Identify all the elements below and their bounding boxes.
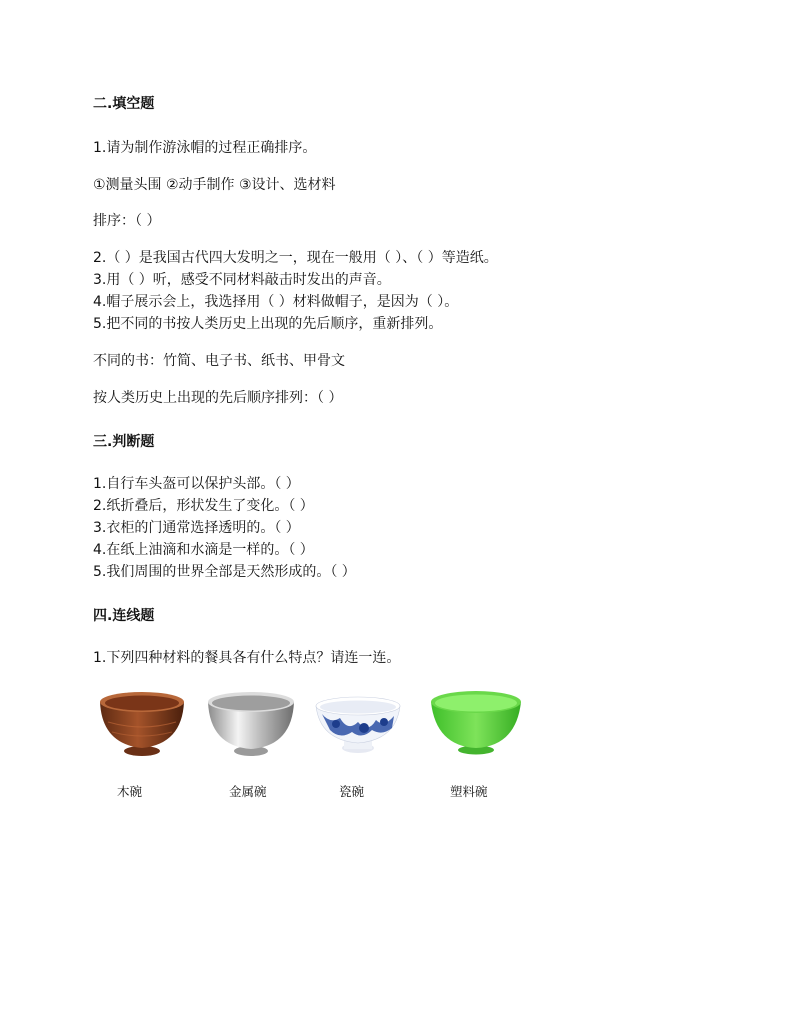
question-3: 3.用（ ）听，感受不同材料敲击时发出的声音。 <box>93 272 391 288</box>
question-4: 4.帽子展示会上，我选择用（ ）材料做帽子，是因为（ ）。 <box>93 294 459 310</box>
bowl-label-metal: 金属碗 <box>229 784 267 799</box>
section-heading-fill-blank: 二.填空题 <box>93 96 155 112</box>
bowl-label-wood: 木碗 <box>117 784 143 799</box>
question-1: 1.请为制作游泳帽的过程正确排序。 <box>93 140 317 156</box>
question-1-answer: 排序：（ ） <box>93 213 161 229</box>
judgment-item: 5.我们周围的世界全部是天然形成的。（ ） <box>93 564 356 580</box>
bowl-label-plastic: 塑料碗 <box>450 784 488 799</box>
question-2: 2.（ ）是我国古代四大发明之一，现在一般用（ ）、（ ）等造纸。 <box>93 250 498 266</box>
metal-bowl-icon <box>205 688 297 758</box>
matching-question-1: 1.下列四种材料的餐具各有什么特点？请连一连。 <box>93 650 401 666</box>
question-5-books: 不同的书：竹简、电子书、纸书、甲骨文 <box>93 353 345 369</box>
judgment-item: 4.在纸上油滴和水滴是一样的。（ ） <box>93 542 314 558</box>
question-1-options: ①测量头围 ②动手制作 ③设计、选材料 <box>93 177 336 193</box>
question-5-answer: 按人类历史上出现的先后顺序排列：（ ） <box>93 390 343 406</box>
question-5: 5.把不同的书按人类历史上出现的先后顺序，重新排列。 <box>93 316 443 332</box>
wooden-bowl-icon <box>96 688 188 758</box>
judgment-item: 1.自行车头盔可以保护头部。（ ） <box>93 476 300 492</box>
porcelain-bowl-icon <box>312 688 404 758</box>
section-heading-judgment: 三.判断题 <box>93 434 155 450</box>
judgment-item: 3.衣柜的门通常选择透明的。（ ） <box>93 520 300 536</box>
plastic-bowl-icon <box>428 688 524 758</box>
bowl-label-porcelain: 瓷碗 <box>339 784 365 799</box>
section-heading-matching: 四.连线题 <box>93 608 155 624</box>
judgment-item: 2.纸折叠后，形状发生了变化。（ ） <box>93 498 314 514</box>
